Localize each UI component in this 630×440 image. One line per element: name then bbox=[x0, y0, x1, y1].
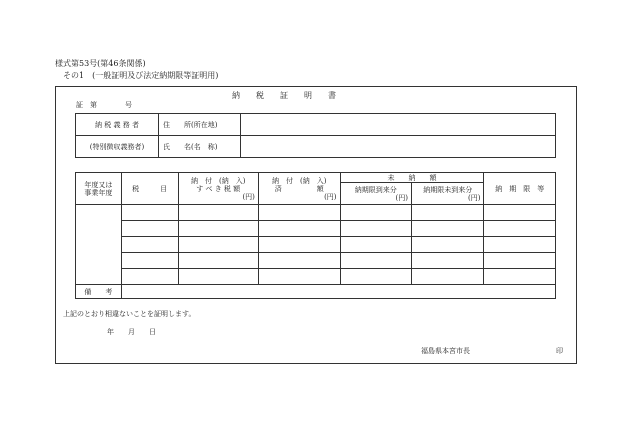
col-tax-item-header: 税 目 bbox=[121, 173, 178, 205]
table-cell bbox=[178, 269, 258, 285]
table-cell bbox=[121, 221, 178, 237]
col-paid-line2: 済 額 bbox=[274, 184, 324, 193]
col-unpaid-due-unit: (円) bbox=[395, 193, 409, 202]
taxpayer-table bbox=[75, 113, 556, 158]
table-cell bbox=[178, 253, 258, 269]
table-cell bbox=[412, 253, 484, 269]
table-cell bbox=[340, 253, 411, 269]
obligor-label: 納 税 義 務 者 bbox=[76, 114, 159, 136]
remarks-label: 備 考 bbox=[76, 285, 122, 299]
col-amount-due-line2: す べ き 税 額 bbox=[196, 184, 241, 193]
table-cell bbox=[412, 237, 484, 253]
col-paid-line1: 納 付 (納 入) bbox=[271, 176, 327, 185]
issuer-name: 福島県本宮市長 bbox=[421, 347, 470, 355]
table-cell bbox=[484, 221, 556, 237]
document-title: 納 税 証 明 書 bbox=[232, 91, 336, 100]
table-cell bbox=[484, 253, 556, 269]
table-cell bbox=[258, 253, 340, 269]
table-cell bbox=[121, 205, 178, 221]
special-obligor-label: (特別徴収義務者) bbox=[76, 136, 159, 158]
certificate-number-label: 証 第 号 bbox=[76, 101, 132, 109]
table-cell bbox=[412, 221, 484, 237]
table-cell bbox=[178, 237, 258, 253]
table-cell bbox=[258, 221, 340, 237]
table-cell bbox=[340, 205, 411, 221]
address-label: 住 所(所在地) bbox=[159, 114, 241, 136]
col-paid-unit: (円) bbox=[324, 192, 337, 201]
seal-mark: 印 bbox=[556, 347, 563, 355]
col-unpaid-due-header bbox=[340, 183, 411, 205]
table-cell bbox=[340, 221, 411, 237]
col-year-header bbox=[76, 173, 122, 205]
table-cell bbox=[178, 221, 258, 237]
col-unpaid-group-header: 未 納 額 bbox=[340, 173, 484, 183]
table-cell bbox=[412, 269, 484, 285]
name-label: 氏 名(名 称) bbox=[159, 136, 241, 158]
table-cell bbox=[484, 269, 556, 285]
form-number: 様式第53号(第46条関係) bbox=[55, 59, 146, 68]
table-cell bbox=[121, 237, 178, 253]
col-amount-due-line1: 納 付 (納 入) bbox=[190, 176, 246, 185]
col-paid-header bbox=[258, 173, 340, 205]
tax-details-table bbox=[75, 172, 556, 299]
col-amount-due-header bbox=[178, 173, 258, 205]
col-unpaid-due-line1: 納期限到来分 bbox=[354, 185, 397, 194]
col-year-line2: 事業年度 bbox=[84, 188, 113, 197]
table-cell bbox=[121, 269, 178, 285]
table-cell bbox=[340, 237, 411, 253]
table-cell bbox=[121, 253, 178, 269]
name-value-cell bbox=[241, 136, 556, 158]
table-cell bbox=[484, 237, 556, 253]
col-amount-due-unit: (円) bbox=[242, 192, 255, 201]
col-unpaid-not-due-line1: 納期限未到来分 bbox=[423, 185, 473, 194]
col-unpaid-not-due-unit: (円) bbox=[468, 193, 481, 202]
table-cell bbox=[258, 237, 340, 253]
date-line: 年 月 日 bbox=[107, 328, 156, 336]
table-cell bbox=[178, 205, 258, 221]
table-cell bbox=[412, 205, 484, 221]
form-subtitle: その1 (一般証明及び法定納期限等証明用) bbox=[63, 71, 219, 80]
year-merged-cell bbox=[76, 205, 122, 285]
table-cell bbox=[484, 205, 556, 221]
table-cell bbox=[340, 269, 411, 285]
table-cell bbox=[258, 269, 340, 285]
remarks-cell bbox=[121, 285, 555, 299]
certification-statement: 上記のとおり相違ないことを証明します。 bbox=[63, 310, 196, 318]
table-cell bbox=[258, 205, 340, 221]
col-year-line1: 年度又は bbox=[84, 180, 113, 189]
col-unpaid-not-due-header bbox=[412, 183, 484, 205]
col-deadline-header: 納 期 限 等 bbox=[484, 173, 556, 205]
address-value-cell bbox=[241, 114, 556, 136]
